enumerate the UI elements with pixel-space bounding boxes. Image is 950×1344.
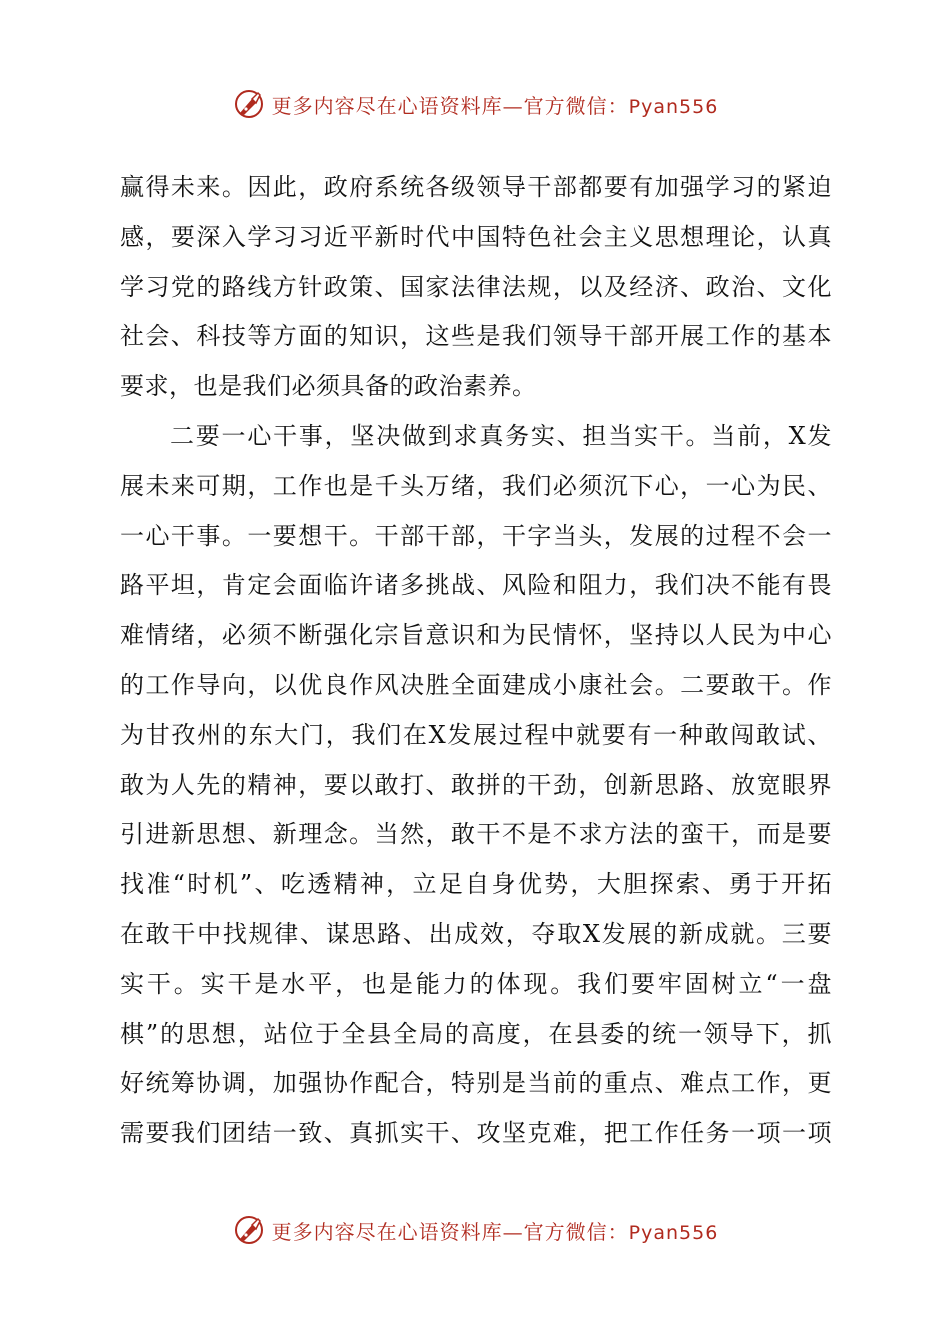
body-line: 赢得未来。因此，政府系统各级领导干部都要有加强学习的紧迫 [120,173,832,201]
body-line: 为甘孜州的东大门，我们在X发展过程中就要有一种敢闯敢试、 [120,720,832,749]
document-body [120,163,832,1159]
footer-separator: — [502,1219,524,1244]
body-line: 棋”的思想，站位于全县全局的高度，在县委的统一领导下，抓 [120,1019,832,1048]
body-line: 学习党的路线方针政策、国家法律法规，以及经济、政治、文化 [120,272,832,301]
body-line: 要求，也是我们必须具备的政治素养。 [120,372,537,401]
body-line: 难情绪，必须不断强化宗旨意识和为民情怀，坚持以人民为中心 [120,621,832,650]
header-separator: — [502,93,524,118]
body-line: 需要我们团结一致、真抓实干、攻坚克难，把工作任务一项一项 [120,1119,832,1148]
body-line: 感，要深入学习习近平新时代中国特色社会主义思想理论，认真 [120,222,832,251]
footer-site-text: 更多内容尽在心语资料库 [271,1219,503,1244]
body-line: 展未来可期，工作也是千头万绪，我们必须沉下心，一心为民、 [120,471,832,500]
footer-text [272,1216,719,1245]
header-wechat-label: 官方微信： [523,93,629,118]
header-wechat-id: Pyan556 [628,95,719,118]
footer-wechat-label: 官方微信： [523,1219,629,1244]
pen-nib-logo-icon [232,1213,266,1247]
body-line: 好统筹协调，加强协作配合，特别是当前的重点、难点工作，更 [120,1069,832,1098]
body-line: 二要一心干事，坚决做到求真务实、担当实干。当前，X发 [170,421,832,450]
footer-wechat-id: Pyan556 [628,1221,719,1244]
body-line: 实干。实干是水平，也是能力的体现。我们要牢固树立“一盘 [120,969,832,998]
body-line: 找准“时机”、吃透精神，立足自身优势，大胆探索、勇于开拓 [120,870,832,899]
pen-nib-logo-icon [232,87,266,121]
body-line: 一心干事。一要想干。干部干部，干字当头，发展的过程不会一 [120,521,832,550]
header-text [272,90,719,119]
body-line: 路平坦，肯定会面临许诸多挑战、风险和阻力，我们决不能有畏 [120,571,832,600]
body-line: 在敢干中找规律、谋思路、出成效，夺取X发展的新成就。三要 [120,919,832,948]
footer-banner [0,1210,950,1250]
header-banner [0,84,950,124]
body-line: 的工作导向，以优良作风决胜全面建成小康社会。二要敢干。作 [120,670,832,699]
body-line: 敢为人先的精神，要以敢打、敢拼的干劲，创新思路、放宽眼界 [120,770,832,799]
header-site-text: 更多内容尽在心语资料库 [271,93,503,118]
body-line: 社会、科技等方面的知识，这些是我们领导干部开展工作的基本 [120,322,832,351]
body-line: 引进新思想、新理念。当然，敢干不是不求方法的蛮干，而是要 [120,820,832,849]
